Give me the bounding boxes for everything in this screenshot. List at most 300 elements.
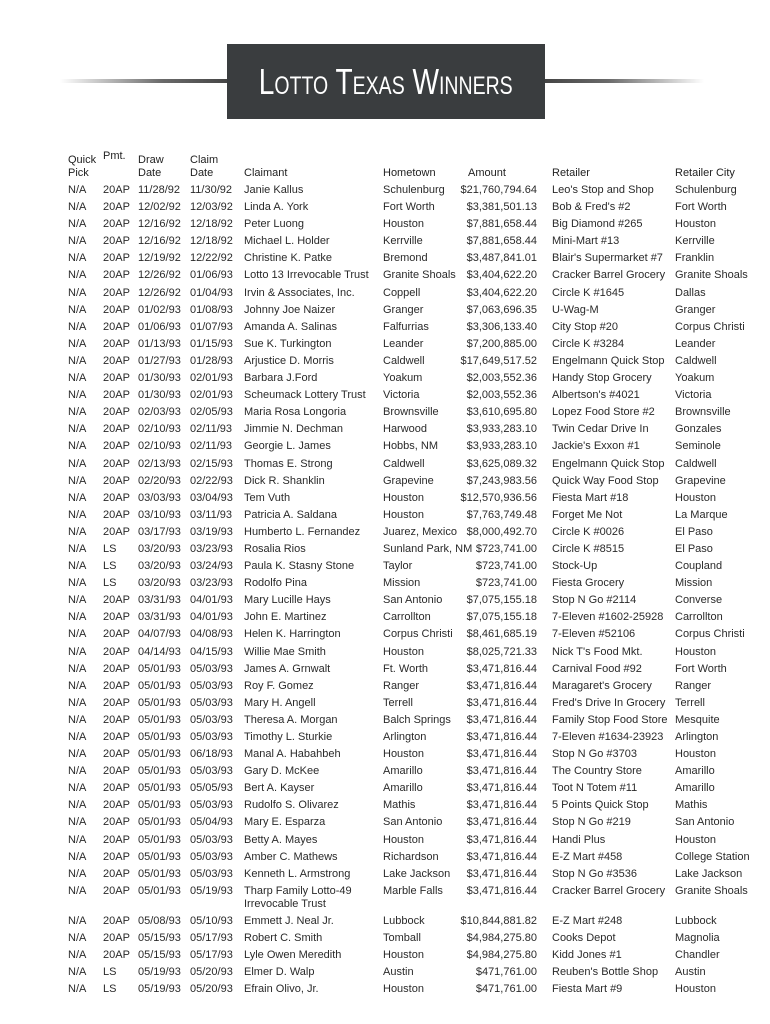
table-header: [0, 150, 770, 180]
hometown-cell: Ft. Worth: [383, 662, 429, 675]
claimant-cell: Robert C. Smith: [244, 931, 323, 944]
table-row: [0, 250, 770, 267]
draw-date-cell: 05/01/93: [138, 816, 181, 829]
retailer-cell: Engelmann Quick Stop: [552, 354, 665, 367]
hometown-cell: Granite Shoals: [383, 269, 456, 282]
draw-date-cell: 05/15/93: [138, 931, 181, 944]
draw-date-cell: 03/20/93: [138, 577, 181, 590]
claimant-cell: Arjustice D. Morris: [244, 354, 334, 367]
amount-cell: $4,984,275.80: [466, 931, 537, 944]
draw-date-cell: 12/26/92: [138, 269, 181, 282]
retailer-cell: Bob & Fred's #2: [552, 201, 631, 214]
quick-pick-cell: N/A: [68, 474, 87, 487]
claim-date-cell: 05/03/93: [190, 867, 233, 880]
retailer-cell: Twin Cedar Drive In: [552, 423, 649, 436]
draw-date-cell: 11/28/92: [138, 184, 181, 196]
quick-pick-cell: N/A: [68, 354, 87, 367]
draw-date-cell: 05/01/93: [138, 713, 181, 726]
hometown-cell: Marble Falls: [383, 884, 443, 897]
retailer-cell: E-Z Mart #458: [552, 850, 623, 863]
claim-date-cell: 03/19/93: [190, 525, 233, 538]
retailer-cell: Stop N Go #3536: [552, 867, 638, 880]
draw-date-cell: 05/01/93: [138, 662, 181, 675]
hometown-cell: Granger: [383, 303, 424, 316]
retailer-city-cell: Kerrville: [675, 235, 715, 248]
retailer-cell: Fiesta Mart #18: [552, 491, 629, 504]
amount-cell: $3,381,501.13: [466, 201, 537, 214]
retailer-cell: Big Diamond #265: [552, 218, 643, 231]
table-row: [0, 541, 770, 558]
hometown-cell: Terrell: [383, 696, 413, 709]
table-row: [0, 913, 770, 930]
claimant-cell: Tharp Family Lotto-49 Irrevocable Trust: [244, 884, 352, 910]
claimant-cell: Humberto L. Fernandez: [244, 525, 361, 538]
claim-date-cell: 12/18/92: [190, 218, 233, 231]
hometown-cell: Houston: [383, 833, 424, 846]
retailer-city-cell: Houston: [675, 491, 716, 504]
column-header-retailer: Retailer: [552, 167, 590, 179]
table-row: [0, 592, 770, 609]
table-row: [0, 964, 770, 981]
pmt-cell: 20AP: [103, 850, 130, 863]
claimant-cell: John E. Martinez: [244, 611, 327, 624]
claim-date-cell: 05/19/93: [190, 884, 233, 897]
claimant-cell: Mary E. Esparza: [244, 816, 326, 829]
column-header-draw-date: Draw Date: [138, 154, 164, 179]
claim-date-cell: 02/11/93: [190, 440, 233, 453]
claimant-cell: Christine K. Patke: [244, 252, 333, 265]
table-row: [0, 746, 770, 763]
claimant-cell: Roy F. Gomez: [244, 679, 314, 692]
retailer-city-cell: Franklin: [675, 252, 715, 265]
pmt-cell: 20AP: [103, 474, 130, 487]
hometown-cell: Houston: [383, 508, 424, 521]
retailer-city-cell: Fort Worth: [675, 662, 727, 675]
hometown-cell: Houston: [383, 491, 424, 504]
retailer-cell: Fred's Drive In Grocery: [552, 696, 666, 709]
claimant-cell: Gary D. McKee: [244, 765, 320, 778]
claim-date-cell: 05/03/93: [190, 850, 233, 863]
pmt-cell: 20AP: [103, 303, 130, 316]
claim-date-cell: 03/23/93: [190, 577, 233, 590]
quick-pick-cell: N/A: [68, 931, 87, 944]
retailer-cell: Stop N Go #3703: [552, 748, 638, 761]
claim-date-cell: 05/03/93: [190, 679, 233, 692]
retailer-cell: Mini-Mart #13: [552, 235, 620, 248]
draw-date-cell: 05/01/93: [138, 884, 181, 897]
table-row: [0, 302, 770, 319]
claim-date-cell: 05/10/93: [190, 914, 233, 927]
hometown-cell: San Antonio: [383, 816, 443, 829]
claim-date-cell: 05/03/93: [190, 765, 233, 778]
draw-date-cell: 02/03/93: [138, 406, 181, 419]
retailer-cell: Stop N Go #219: [552, 816, 631, 829]
table-row: [0, 883, 770, 913]
amount-cell: $7,200,885.00: [466, 337, 537, 350]
quick-pick-cell: N/A: [68, 696, 87, 709]
retailer-cell: Circle K #1645: [552, 286, 625, 299]
hometown-cell: Houston: [383, 645, 424, 658]
hometown-cell: Taylor: [383, 560, 413, 573]
retailer-cell: E-Z Mart #248: [552, 914, 623, 927]
hometown-cell: Mission: [383, 577, 421, 590]
pmt-cell: 20AP: [103, 491, 130, 504]
claimant-cell: Janie Kallus: [244, 184, 304, 196]
pmt-cell: 20AP: [103, 389, 130, 402]
draw-date-cell: 01/30/93: [138, 389, 181, 402]
amount-cell: $7,075,155.18: [466, 611, 537, 624]
table-row: [0, 930, 770, 947]
hometown-cell: Mathis: [383, 799, 416, 812]
quick-pick-cell: N/A: [68, 628, 87, 641]
pmt-cell: LS: [103, 560, 117, 573]
retailer-city-cell: San Antonio: [675, 816, 735, 829]
draw-date-cell: 01/27/93: [138, 354, 181, 367]
draw-date-cell: 05/01/93: [138, 748, 181, 761]
hometown-cell: Lubbock: [383, 914, 425, 927]
claim-date-cell: 12/18/92: [190, 235, 233, 248]
pmt-cell: 20AP: [103, 748, 130, 761]
quick-pick-cell: N/A: [68, 303, 87, 316]
quick-pick-cell: N/A: [68, 782, 87, 795]
hometown-cell: Bremond: [383, 252, 428, 265]
claimant-cell: Thomas E. Strong: [244, 457, 333, 470]
amount-cell: $723,741.00: [475, 577, 537, 590]
column-header-retailer-city: Retailer City: [675, 167, 735, 179]
retailer-city-cell: Mathis: [675, 799, 708, 812]
table-row: [0, 456, 770, 473]
retailer-city-cell: Mission: [675, 577, 713, 590]
table-row: [0, 524, 770, 541]
claim-date-cell: 05/04/93: [190, 816, 233, 829]
retailer-cell: Cracker Barrel Grocery: [552, 884, 666, 897]
claim-date-cell: 02/05/93: [190, 406, 233, 419]
retailer-cell: City Stop #20: [552, 320, 619, 333]
retailer-cell: U-Wag-M: [552, 303, 599, 316]
draw-date-cell: 03/31/93: [138, 611, 181, 624]
claim-date-cell: 05/20/93: [190, 966, 233, 979]
amount-cell: $3,471,816.44: [466, 713, 537, 726]
hometown-cell: Amarillo: [383, 782, 423, 795]
claimant-cell: Jimmie N. Dechman: [244, 423, 344, 436]
retailer-city-cell: Lubbock: [675, 914, 717, 927]
pmt-cell: 20AP: [103, 286, 130, 299]
hometown-cell: Falfurrias: [383, 320, 429, 333]
claimant-cell: Dick R. Shanklin: [244, 474, 325, 487]
amount-cell: $3,471,816.44: [466, 816, 537, 829]
amount-cell: $3,471,816.44: [466, 696, 537, 709]
hometown-cell: Brownsville: [383, 406, 439, 419]
quick-pick-cell: N/A: [68, 850, 87, 863]
title-banner: [227, 44, 545, 119]
claim-date-cell: 04/15/93: [190, 645, 233, 658]
claimant-cell: Bert A. Kayser: [244, 782, 315, 795]
retailer-cell: Kidd Jones #1: [552, 949, 622, 962]
claimant-cell: Kenneth L. Armstrong: [244, 867, 351, 880]
table-row: [0, 267, 770, 284]
pmt-cell: 20AP: [103, 628, 130, 641]
claimant-cell: Efrain Olivo, Jr.: [244, 983, 319, 996]
quick-pick-cell: N/A: [68, 389, 87, 402]
claim-date-cell: 05/03/93: [190, 731, 233, 743]
claimant-cell: Patricia A. Saldana: [244, 508, 337, 521]
hometown-cell: Houston: [383, 949, 424, 962]
amount-cell: $17,649,517.52: [460, 354, 537, 367]
quick-pick-cell: N/A: [68, 679, 87, 692]
pmt-cell: 20AP: [103, 372, 130, 385]
retailer-city-cell: Ranger: [675, 679, 712, 692]
retailer-city-cell: Houston: [675, 983, 716, 996]
draw-date-cell: 02/10/93: [138, 423, 181, 436]
draw-date-cell: 05/01/93: [138, 850, 181, 863]
claimant-cell: Barbara J.Ford: [244, 372, 318, 385]
claim-date-cell: 01/15/93: [190, 337, 233, 350]
retailer-city-cell: Schulenburg: [675, 184, 737, 196]
quick-pick-cell: N/A: [68, 252, 87, 265]
draw-date-cell: 12/26/92: [138, 286, 181, 299]
quick-pick-cell: N/A: [68, 235, 87, 248]
quick-pick-cell: N/A: [68, 765, 87, 778]
claimant-cell: Linda A. York: [244, 201, 309, 214]
claimant-cell: Manal A. Habahbeh: [244, 748, 341, 761]
amount-cell: $2,003,552.36: [466, 372, 537, 385]
claim-date-cell: 04/01/93: [190, 594, 233, 607]
hometown-cell: Houston: [383, 983, 424, 996]
retailer-cell: Blair's Supermarket #7: [552, 252, 663, 265]
quick-pick-cell: N/A: [68, 611, 87, 624]
claim-date-cell: 03/04/93: [190, 491, 233, 504]
draw-date-cell: 05/15/93: [138, 949, 181, 962]
draw-date-cell: 05/01/93: [138, 696, 181, 709]
claimant-cell: Sue K. Turkington: [244, 337, 332, 350]
retailer-city-cell: Victoria: [675, 389, 712, 402]
table-row: [0, 438, 770, 455]
draw-date-cell: 03/31/93: [138, 594, 181, 607]
retailer-cell: Stock-Up: [552, 560, 598, 573]
pmt-cell: 20AP: [103, 235, 130, 248]
claim-date-cell: 02/11/93: [190, 423, 233, 436]
claimant-cell: Timothy L. Sturkie: [244, 731, 333, 743]
retailer-cell: 7-Eleven #52106: [552, 628, 636, 641]
quick-pick-cell: N/A: [68, 867, 87, 880]
retailer-cell: Jackie's Exxon #1: [552, 440, 640, 453]
draw-date-cell: 04/07/93: [138, 628, 181, 641]
claimant-cell: Amber C. Mathews: [244, 850, 338, 863]
column-header-quick-pick: Quick Pick: [68, 154, 97, 179]
table-row: [0, 849, 770, 866]
column-header-claimant: Claimant: [244, 167, 288, 179]
quick-pick-cell: N/A: [68, 440, 87, 453]
quick-pick-cell: N/A: [68, 218, 87, 231]
retailer-cell: 7-Eleven #1602-25928: [552, 611, 664, 624]
amount-cell: $723,741.00: [475, 560, 537, 573]
pmt-cell: 20AP: [103, 269, 130, 282]
pmt-cell: 20AP: [103, 867, 130, 880]
table-row: [0, 644, 770, 661]
claimant-cell: Willie Mae Smith: [244, 645, 326, 658]
winners-table: [0, 182, 770, 998]
hometown-cell: San Antonio: [383, 594, 443, 607]
hometown-cell: Sunland Park, NM: [383, 542, 473, 555]
pmt-cell: LS: [103, 577, 117, 590]
table-row: [0, 558, 770, 575]
draw-date-cell: 12/16/92: [138, 235, 181, 248]
table-row: [0, 370, 770, 387]
hometown-cell: Corpus Christi: [383, 628, 453, 641]
retailer-city-cell: Leander: [675, 337, 716, 350]
retailer-cell: The Country Store: [552, 765, 642, 778]
claim-date-cell: 02/15/93: [190, 457, 233, 470]
amount-cell: $3,471,816.44: [466, 765, 537, 778]
draw-date-cell: 01/30/93: [138, 372, 181, 385]
quick-pick-cell: N/A: [68, 966, 87, 979]
claim-date-cell: 02/22/93: [190, 474, 233, 487]
retailer-cell: Quick Way Food Stop: [552, 474, 659, 487]
retailer-city-cell: El Paso: [675, 525, 713, 538]
table-row: [0, 626, 770, 643]
draw-date-cell: 05/01/93: [138, 799, 181, 812]
retailer-city-cell: Austin: [675, 966, 706, 979]
claimant-cell: Theresa A. Morgan: [244, 713, 338, 726]
table-row: [0, 473, 770, 490]
quick-pick-cell: N/A: [68, 508, 87, 521]
retailer-city-cell: Terrell: [675, 696, 705, 709]
table-row: [0, 832, 770, 849]
claimant-cell: Maria Rosa Longoria: [244, 406, 347, 419]
page-title: Lotto Texas Winners: [259, 60, 513, 102]
table-row: [0, 490, 770, 507]
amount-cell: $3,471,816.44: [466, 884, 537, 897]
amount-cell: $10,844,881.82: [460, 914, 537, 927]
amount-cell: $471,761.00: [475, 966, 537, 979]
quick-pick-cell: N/A: [68, 713, 87, 726]
claimant-cell: Michael L. Holder: [244, 235, 330, 248]
pmt-cell: 20AP: [103, 931, 130, 944]
draw-date-cell: 01/06/93: [138, 320, 181, 333]
retailer-city-cell: College Station: [675, 850, 750, 863]
claim-date-cell: 02/01/93: [190, 389, 233, 402]
claim-date-cell: 01/06/93: [190, 269, 233, 282]
table-row: [0, 575, 770, 592]
pmt-cell: 20AP: [103, 525, 130, 538]
draw-date-cell: 05/01/93: [138, 867, 181, 880]
quick-pick-cell: N/A: [68, 457, 87, 470]
retailer-city-cell: El Paso: [675, 542, 713, 555]
quick-pick-cell: N/A: [68, 731, 87, 743]
amount-cell: $3,306,133.40: [466, 320, 537, 333]
amount-cell: $3,404,622.20: [466, 269, 537, 282]
retailer-cell: Circle K #3284: [552, 337, 625, 350]
claim-date-cell: 03/11/93: [190, 508, 233, 521]
claim-date-cell: 11/30/92: [190, 184, 233, 196]
table-row: [0, 507, 770, 524]
retailer-cell: Cracker Barrel Grocery: [552, 269, 666, 282]
pmt-cell: 20AP: [103, 611, 130, 624]
amount-cell: $3,471,816.44: [466, 748, 537, 761]
draw-date-cell: 02/10/93: [138, 440, 181, 453]
hometown-cell: Caldwell: [383, 354, 425, 367]
pmt-cell: 20AP: [103, 218, 130, 231]
pmt-cell: 20AP: [103, 679, 130, 692]
table-row: [0, 182, 770, 199]
column-header-pmt: Pmt.: [103, 150, 126, 162]
amount-cell: $4,984,275.80: [466, 949, 537, 962]
hometown-cell: Fort Worth: [383, 201, 435, 214]
table-row: [0, 233, 770, 250]
quick-pick-cell: N/A: [68, 884, 87, 897]
amount-cell: $3,471,816.44: [466, 679, 537, 692]
retailer-cell: Stop N Go #2114: [552, 594, 637, 607]
hometown-cell: Leander: [383, 337, 424, 350]
claim-date-cell: 01/04/93: [190, 286, 233, 299]
pmt-cell: LS: [103, 542, 117, 555]
retailer-city-cell: Corpus Christi: [675, 320, 745, 333]
claimant-cell: Amanda A. Salinas: [244, 320, 337, 333]
table-row: [0, 404, 770, 421]
retailer-city-cell: Arlington: [675, 731, 719, 743]
amount-cell: $3,471,816.44: [466, 799, 537, 812]
draw-date-cell: 03/10/93: [138, 508, 181, 521]
hometown-cell: Juarez, Mexico: [383, 525, 457, 538]
pmt-cell: 20AP: [103, 696, 130, 709]
hometown-cell: Harwood: [383, 423, 428, 436]
amount-cell: $3,471,816.44: [466, 731, 537, 743]
retailer-city-cell: Amarillo: [675, 782, 715, 795]
retailer-cell: Nick T's Food Mkt.: [552, 645, 643, 658]
retailer-city-cell: Houston: [675, 645, 716, 658]
claimant-cell: Lyle Owen Meredith: [244, 949, 342, 962]
claim-date-cell: 03/24/93: [190, 560, 233, 573]
quick-pick-cell: N/A: [68, 949, 87, 962]
retailer-cell: Carnival Food #92: [552, 662, 642, 675]
draw-date-cell: 05/01/93: [138, 679, 181, 692]
table-row: [0, 797, 770, 814]
draw-date-cell: 01/02/93: [138, 303, 181, 316]
pmt-cell: 20AP: [103, 645, 130, 658]
draw-date-cell: 12/02/92: [138, 201, 181, 214]
retailer-city-cell: Coupland: [675, 560, 723, 573]
draw-date-cell: 12/16/92: [138, 218, 181, 231]
claim-date-cell: 12/03/92: [190, 201, 233, 214]
retailer-city-cell: Caldwell: [675, 354, 717, 367]
table-row: [0, 814, 770, 831]
hometown-cell: Schulenburg: [383, 184, 445, 196]
retailer-city-cell: Granite Shoals: [675, 884, 748, 897]
claim-date-cell: 04/08/93: [190, 628, 233, 641]
table-row: [0, 729, 770, 746]
retailer-cell: Cooks Depot: [552, 931, 616, 944]
retailer-cell: Albertson's #4021: [552, 389, 640, 402]
pmt-cell: 20AP: [103, 184, 130, 196]
retailer-city-cell: Granger: [675, 303, 716, 316]
pmt-cell: 20AP: [103, 423, 130, 436]
quick-pick-cell: N/A: [68, 560, 87, 573]
table-row: [0, 712, 770, 729]
claimant-cell: Johnny Joe Naizer: [244, 303, 336, 316]
draw-date-cell: 03/20/93: [138, 542, 181, 555]
retailer-cell: Circle K #0026: [552, 525, 625, 538]
retailer-city-cell: Corpus Christi: [675, 628, 745, 641]
claimant-cell: Elmer D. Walp: [244, 966, 315, 979]
hometown-cell: Carrollton: [383, 611, 431, 624]
amount-cell: $723,741.00: [475, 542, 537, 555]
claimant-cell: Tem Vuth: [244, 491, 291, 504]
table-row: [0, 199, 770, 216]
retailer-cell: Handy Stop Grocery: [552, 372, 652, 385]
claimant-cell: Peter Luong: [244, 218, 304, 231]
amount-cell: $3,933,283.10: [466, 423, 537, 436]
hometown-cell: Grapevine: [383, 474, 434, 487]
